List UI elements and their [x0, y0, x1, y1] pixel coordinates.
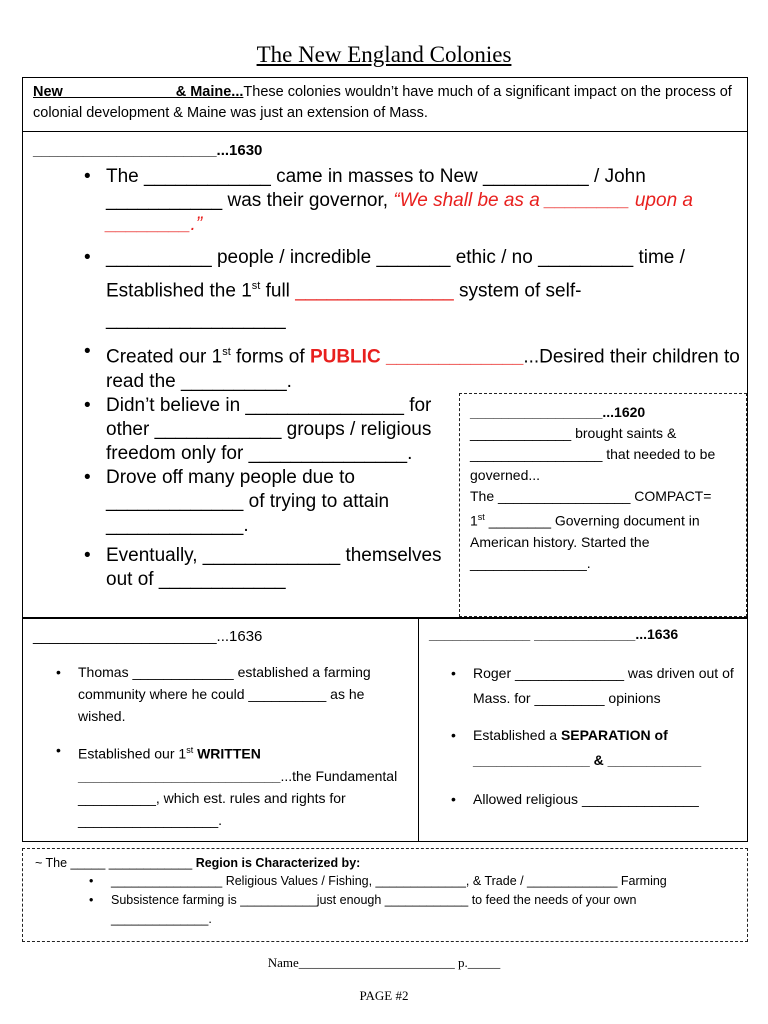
bullet-icon: •	[84, 166, 91, 187]
list-item	[89, 872, 731, 891]
bullet-icon: •	[84, 247, 91, 268]
rhode-list	[451, 661, 743, 812]
bullet-text: Established our 1	[78, 745, 187, 762]
text: ________ Governing document in American history. Started the _______________.	[470, 512, 700, 571]
list-item	[84, 243, 746, 334]
bullet-text: Roger ______________ was driven out of Mass. for _________ opinions	[473, 665, 734, 706]
region-box	[22, 848, 748, 942]
bullet-icon: •	[451, 727, 456, 743]
list-item	[451, 787, 743, 812]
bullet-icon: •	[56, 742, 61, 758]
red-blank: _______________	[295, 280, 454, 302]
bullet-text: Eventually, _____________ themselves out of ____________	[106, 544, 442, 590]
region-heading-pre: ~ The _____ ____________	[35, 856, 196, 870]
plymouth-line	[470, 507, 736, 574]
region-heading-bold: Region is Characterized by:	[195, 856, 361, 870]
bullet-text: __________ people / incredible _______ ethic / no _________ time / Established the 1	[106, 247, 685, 302]
list-item	[84, 544, 466, 592]
intro-box	[22, 77, 748, 132]
plymouth-line: The _________________ COMPACT=	[470, 488, 712, 504]
superscript: st	[477, 512, 485, 522]
intro-text	[33, 82, 737, 124]
bullet-icon: •	[56, 664, 61, 680]
red-public: PUBLIC _____________	[309, 346, 524, 368]
bullet-icon: •	[451, 791, 456, 807]
list-item	[56, 739, 408, 831]
bullet-text: forms of	[230, 346, 310, 368]
bullet-text: The ____________ came in masses to New __________ / John ___________ was their governor,	[106, 166, 646, 211]
bullet-icon: •	[84, 466, 91, 488]
mass-heading: ______________________...1630	[33, 142, 263, 159]
plymouth-line: _____________ brought saints &	[470, 425, 677, 441]
bullet-text: Thomas _____________ established a farming community where he could __________ as he wished.	[78, 664, 371, 724]
name-line: Name________________________ p._____	[267, 955, 501, 970]
intro-head: New______________& Maine...	[33, 84, 244, 100]
list-item	[84, 340, 746, 393]
list-item	[89, 891, 731, 929]
plymouth-box	[459, 393, 747, 617]
quote-text: “We shall be as a ________ upon a ________.”	[106, 190, 693, 235]
bullet-text: Didn’t believe in _______________ for other ____________ groups / religious freedom only for _______________.	[106, 394, 432, 464]
connecticut-box	[22, 617, 419, 842]
bullet-text: system of self-_________________	[106, 280, 582, 331]
intro-body: These colonies wouldn’t have much of a significant impact on the process of colonial development & Maine was just an extension of Mass.	[33, 84, 732, 121]
list-item	[451, 661, 743, 711]
list-item	[84, 466, 436, 538]
bold-text: SEPARATION of _______________ & ____________	[473, 727, 702, 768]
bullet-text: Allowed religious _______________	[473, 791, 699, 807]
plymouth-line: _________________ that needed to be governed...	[470, 446, 716, 483]
page-title: The New England Colonies	[256, 42, 512, 67]
bullet-text: full	[260, 280, 296, 302]
region-list	[89, 872, 731, 929]
superscript: st	[251, 280, 261, 292]
list-item	[451, 723, 743, 773]
connecticut-heading: ______________________...1636	[33, 628, 263, 645]
bullet-icon: •	[89, 893, 94, 907]
bullet-text: ...Desired their children to read the __________.	[106, 346, 740, 392]
list-item	[84, 165, 746, 237]
bullet-text: Drove off many people due to _____________ of trying to attain _____________.	[106, 466, 390, 536]
rhode-heading: _____________ _____________...1636	[429, 626, 679, 642]
bullet-icon: •	[84, 341, 91, 363]
bold-text: WRITTEN __________________________	[78, 745, 281, 784]
list-item	[84, 394, 456, 466]
superscript: st	[186, 745, 194, 755]
region-heading	[35, 854, 735, 872]
list-item	[56, 661, 408, 727]
bullet-icon: •	[451, 665, 456, 681]
plymouth-heading: _________________...1620	[470, 404, 646, 420]
bullet-text: Subsistence farming is ___________just enough ____________ to feed the needs of your own ______________.	[111, 893, 637, 926]
rhode-island-box	[418, 617, 748, 842]
bullet-icon: •	[89, 874, 94, 888]
bullet-text: ________________ Religious Values / Fishing, _____________, & Trade / _____________ Farming	[111, 874, 667, 888]
text: 1	[470, 512, 478, 529]
bullet-icon: •	[84, 394, 91, 416]
connecticut-list	[56, 661, 408, 831]
superscript: st	[222, 346, 231, 359]
bullet-text: Created our 1	[106, 346, 223, 368]
bullet-text: Established a	[473, 727, 561, 743]
page-number: PAGE #2	[359, 988, 409, 1003]
bullet-text: ...the Fundamental __________, which est. rules and rights for __________________.	[78, 767, 398, 828]
bullet-icon: •	[84, 544, 91, 566]
